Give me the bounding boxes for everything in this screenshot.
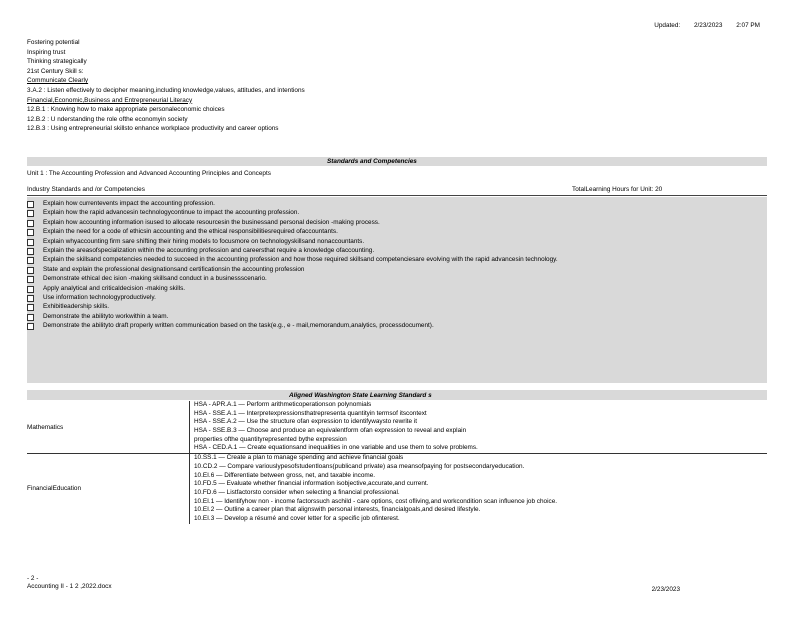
industry-label: Industry Standards and /or Competencies: [27, 186, 145, 193]
table-row: [27, 401, 767, 454]
checkbox-icon: [27, 239, 34, 246]
checkbox-icon: [27, 295, 34, 302]
codes-cell: 10.SS.1 — Create a plan to manage spending and achieve financial goals 10.CD.2 — Compare variouslypesofstudentloans(publicand private) asa meansofpaying for postsecondaryeducation. 10.EI.6 — Differentiate between gross, net, and taxable income. 10.FD.5 — Evaluate whether financial information isobjective,accurate,and current. 10.FD.6 — Listfactorsto consider when selecting a financial professional. 10.EI.1 — Identifyhow non - income factorssuch aschild - care options, cost ofliving,and workcondition scan influence job choice. 10.EI.2 — Outline a career plan that alignswith personal interests, financialgoals,and desired lifestyle. 10.EI.3 — Develop a résumé and cover letter for a specific job ofinterest.: [190, 454, 768, 524]
checkbox-icon: [27, 248, 34, 255]
list-item: Exhibitleadership skills.: [27, 302, 767, 311]
standards-table: [27, 401, 767, 524]
list-item: Explain how accounting information isused to allocate resourcesin the businessand personal decision -making process.: [27, 218, 767, 227]
skill-3a2: 3.A.2 : Listen effectively to decipher meaning,including knowledge,values, attitudes, and intentions: [27, 86, 305, 94]
communicate-heading: Communicate Clearly: [27, 77, 89, 85]
aligned-standards-title: Aligned Washington State Learning Standard s: [289, 392, 432, 399]
checkbox-icon: [27, 314, 34, 321]
list-item: Demonstrate ethical dec ision -making skillsand conduct in a businessscenario.: [27, 274, 767, 283]
list-item: Explain the skillsand competencies needed to succeed in the accounting profession and how those required skillsand competenciesare evolving with the rapid advancesin technology.: [27, 255, 767, 264]
list-item: Demonstrate the abilityto draft properly written communication based on the task(e.g., e - mail,memorandum,analytics, processdocument).: [27, 321, 767, 330]
list-item: Apply analytical and criticaldecision -making skills.: [27, 284, 767, 293]
list-item: Use information technologyproductively.: [27, 293, 767, 302]
skills-heading: 21st Century Skill s:: [27, 67, 84, 75]
list-item: Explain the areasofspecialization within the accounting profession and careersthat require a knowledge ofaccounting.: [27, 246, 767, 255]
checkbox-icon: [27, 220, 34, 227]
checkbox-icon: [27, 323, 34, 330]
checkbox-icon: [27, 286, 34, 293]
updated-date: 2/23/2023: [693, 22, 723, 29]
econ-line: 12.B.2 : U nderstanding the role ofthe economyin society: [27, 115, 188, 123]
list-item: Explain the need for a code of ethicsin accounting and the ethical responsibilitiesrequired ofaccountants.: [27, 227, 767, 236]
list-item: Explain whyaccounting firm sare shifting their hiring models to focusmore on technologyskillsand nonaccountants.: [27, 237, 767, 246]
list-item: State and explain the professional designationsand certificationsin the accounting profession: [27, 265, 767, 274]
list-item: Explain how the rapid advancesin technologycontinue to impact the accounting profession.: [27, 208, 767, 217]
intro-line: Inspiring trust: [27, 48, 66, 56]
checkbox-icon: [27, 257, 34, 264]
standards-bar-title: Standards and Competencies: [327, 158, 417, 165]
codes-cell: HSA - APR.A.1 — Perform arithmeticoperationson polynomials HSA - SSE.A.1 — Interpretexpressionsthatrepresenta quantityin termsof itscontext HSA - SSE.A.2 — Use the structure ofan expression to identifywaysto rewrite it HSA - SSE.B.3 — Choose and produce an equivalentform ofan expression to reveal and explain properties ofthe quantityrepresented bythe expression HSA - CED.A.1 — Create equationsand inequalities in one variable and use them to solve problems.: [190, 401, 768, 454]
checkbox-icon: [27, 229, 34, 236]
footer: [27, 575, 112, 591]
table-row: [27, 454, 767, 524]
checkbox-icon: [27, 276, 34, 283]
checkbox-icon: [27, 304, 34, 311]
footer-filename: Accounting II - 1 2 ,2022.docx: [27, 583, 112, 590]
aligned-standards-bar: [27, 390, 767, 400]
checkbox-icon: [27, 267, 34, 274]
checkbox-icon: [27, 210, 34, 217]
list-item: Demonstrate the abilityto workwithin a team.: [27, 312, 767, 321]
standards-bar: [27, 157, 767, 166]
list-item: Explain how currentevents impact the accounting profession.: [27, 199, 767, 208]
econ-line: 12.B.1 : Knowing how to make appropriate personaleconomic choices: [27, 106, 225, 114]
financial-literacy-heading: Financial,Economic,Business and Entrepreneurial Literacy: [27, 96, 193, 104]
subject-cell: Mathematics: [27, 423, 64, 431]
econ-line: 12.B.3 : Using entrepreneurial skillsto enhance workplace productivity and career options: [27, 125, 279, 133]
updated-stamp: [654, 22, 760, 29]
checkbox-icon: [27, 201, 34, 208]
page-number: - 2 -: [27, 575, 39, 582]
updated-time: 2:07 PM: [736, 22, 760, 29]
intro-block: [27, 38, 305, 134]
competencies-list: [27, 197, 767, 383]
hours-label: TotalLearning Hours for Unit: 20: [572, 186, 663, 193]
unit-line: Unit 1 : The Accounting Profession and Advanced Accounting Principles and Concepts: [27, 170, 271, 177]
footer-date: 2/23/2023: [651, 586, 680, 593]
intro-line: Thinking strategically: [27, 58, 87, 66]
updated-label: Updated:: [654, 22, 681, 29]
intro-line: Fostering potential: [27, 39, 80, 46]
subject-cell: FinancialEducation: [27, 454, 190, 524]
industry-row: [27, 184, 767, 196]
